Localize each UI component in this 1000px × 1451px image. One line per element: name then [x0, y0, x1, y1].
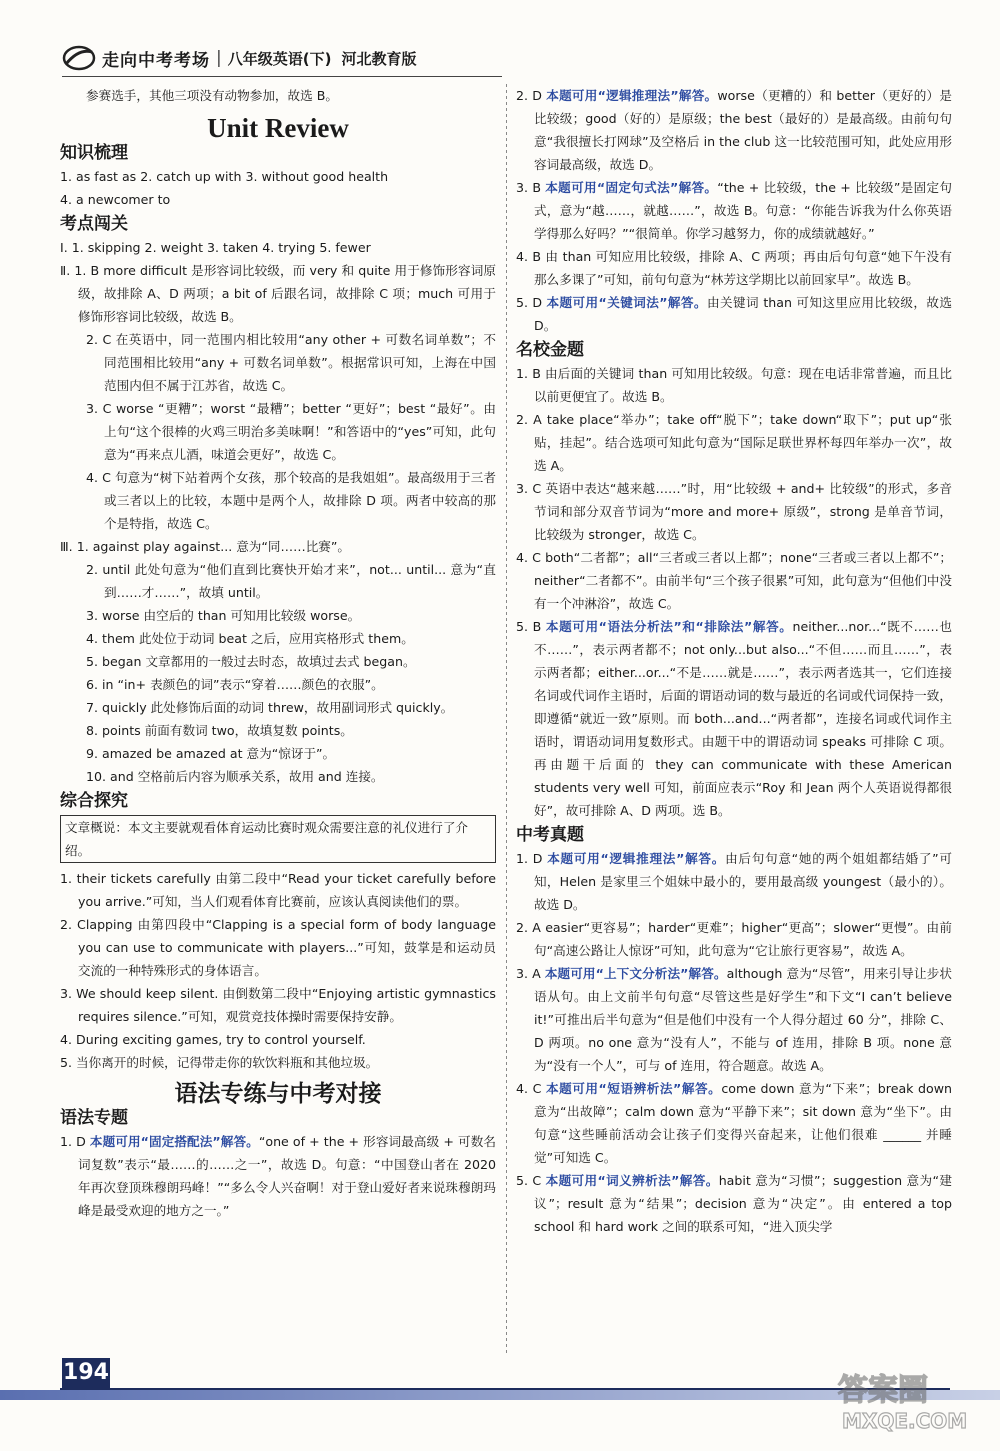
item-explanation: both“二者都”；all“三者或三者以上都”；none“三者或三者以上都不”；neither“二者都不”。由前半句“三个孩子很累”可知，此句意为“但他们中没有一个冲淋浴”，故选 C。 [534, 550, 952, 611]
item-number: 4. C [516, 550, 541, 565]
page-number: 194 [62, 1358, 110, 1388]
answer-item [516, 546, 952, 615]
answer-item [516, 408, 952, 477]
method-hint: 本题可用“固定句式法”解答。 [545, 180, 718, 195]
item-number: 1. D [516, 851, 543, 866]
section-title-exam-questions: 中考真题 [516, 825, 584, 845]
section-title-famous-schools: 名校金题 [516, 340, 584, 360]
book-series-title: 走向中考考场 [102, 50, 210, 71]
item-explanation: neither...nor...“既不……也不……”，表示两者都不；not only...but also...“不但……而且……”，表示两者都；either...or...“不是……就是……”，表示两者选其一，它们连接名词或代词作主语时，后面的谓语动词的数与最近的名词或代词保持一致，即遵循“就近一致”原则。而 both...and...“两者都”，连接名词或代词作主语时，谓语动词用复数形式。由题干中的谓语动词 speaks 可排除 C 项。再由题干后面的 they can communicate with these American students very well 可知，前面应表示“Roy 和 Jean 两个人英语说得都很好”，故可排除 A、D 两项。选 B。 [534, 619, 953, 818]
answer-item: 1. their tickets carefully 由第二段中“Read your ticket carefully before you arrive.”可知，当人们观看体育比赛前，应该认真阅读他们的票。 [60, 871, 496, 909]
answer-item: 4. them 此处位于动词 beat 之后，应用宾格形式 them。 [86, 631, 414, 646]
running-header [62, 42, 416, 74]
answer-item: 8. points 前面有数词 two，故填复数 points。 [86, 723, 353, 738]
item-explanation: worse（更糟的）和 better（更好的）是比较级；good（好的）是原级；the best（最好的）是最高级。由前句句意“我很擅长打网球”及空格后 in the club 这一比较范围可知，此处应用形容词最高级，故选 D。 [534, 88, 952, 172]
answer-item: 2. C 在英语中，同一范围内相比较用“any other + 可数名词单数”；不同范围相比较用“any + 可数名词单数”。根据常识可知，上海在中国范围内但不属于江苏省，故选 C。 [86, 332, 496, 393]
item-number: 3. A [516, 966, 541, 981]
answer-item [516, 477, 952, 546]
answer-item: 3. worse 由空后的 than 可知用比较级 worse。 [86, 608, 361, 623]
answer-item [516, 84, 952, 176]
item-explanation: come down 意为“下来”；break down 意为“出故障”；calm down 意为“平静下来”；sit down 意为“坐下”。由句意“这些睡前活动会让孩子们变得兴奋起来，让他们很难 ______ 并睡觉”可知选 C。 [534, 1081, 952, 1165]
method-hint: 本题可用“逻辑推理法”解答。 [546, 88, 718, 103]
answer-item [516, 245, 952, 291]
answer-group-i: Ⅰ. 1. skipping 2. weight 3. taken 4. trying 5. fewer [60, 240, 371, 255]
answer-item: 6. in “in+ 表颜色的词”表示“穿着……颜色的衣服”。 [86, 677, 384, 692]
left-column [60, 84, 496, 1222]
answer-item: 2. until 此处句意为“他们直到比赛快开始才来”，not... until... 意为“直到……才……”，故填 until。 [86, 562, 496, 600]
right-column [516, 84, 952, 1238]
answer-item [516, 916, 952, 962]
answer-item: 4. C 句意为“树下站着两个女孩，那个较高的是我姐姐”。最高级用于三者或三者以上的比较，本题中是两个人，故排除 D 项。两者中较高的那个是特指，故选 C。 [86, 470, 496, 531]
item-explanation: 由后面的关键词 than 可知用比较级。句意：现在电话非常普遍，而且比以前更便宜了。故选 B。 [534, 366, 952, 404]
item-number: 1. B [516, 366, 541, 381]
answer-item [516, 1169, 952, 1238]
book-subject: 八年级英语(下) [227, 49, 332, 68]
answer-item [516, 962, 952, 1077]
item-explanation: habit 意为“习惯”；suggestion 意为“建议”；result 意为“结果”；decision 意为“决定”。由 entered a top school 和 hard work 之间的联系可知，“进入顶尖学 [534, 1173, 952, 1234]
item-number: 4. C [516, 1081, 542, 1096]
answer-item: 5. began 文章都用的一般过去时态，故填过去式 began。 [86, 654, 416, 669]
method-hint: 本题可用“逻辑推理法”解答。 [547, 851, 726, 866]
method-hint: 本题可用“上下文分析法”解答。 [544, 966, 727, 981]
chapter-title: 语法专练与中考对接 [174, 1080, 382, 1107]
item-explanation: “the + 比较级，the + 比较级”是固定句式，意为“越……，就越……”，故选 B。句意：“你能告诉我为什么你英语学得那么好吗？”“很简单。你学习越努力，你的成绩就越好。” [534, 180, 952, 241]
section-title-grammar: 语法专题 [60, 1108, 128, 1128]
item-number: 2. A [516, 412, 542, 427]
item-explanation: 英语中表达“越来越……”时，用“比较级 + and+ 比较级”的形式，多音节词和部分双音节词为“more and more+ 原级”，strong 是单音节词，比较级为 stronger，故选 C。 [534, 481, 953, 542]
item-number: 5. C [516, 1173, 542, 1188]
answer-item: 7. quickly 此处修饰后面的动词 threw，故用副词形式 quickly。 [86, 700, 454, 715]
answer-item [516, 362, 952, 408]
section-title-comprehensive: 综合探究 [60, 791, 128, 811]
answer-item: 10. and 空格前后内容为顺承关系，故用 and 连接。 [86, 769, 384, 784]
item-explanation: 由关键词 than 可知这里应用比较级，故选 D。 [534, 295, 952, 333]
section-title-checkpoints: 考点闯关 [60, 214, 128, 234]
knowledge-line: 4. a newcomer to [60, 192, 171, 207]
answer-item [516, 291, 952, 337]
article-summary-box: 文章概说：本文主要就观看体育运动比赛时观众需要注意的礼仪进行了介绍。 [60, 815, 496, 863]
item-explanation: 由 than 可知应用比较级，排除 A、C 两项；再由后句句意“她下午没有那么多课了”可知，前句句意为“林芳这学期比以前回家早”。故选 B。 [534, 249, 952, 287]
knowledge-line: 1. as fast as 2. catch up with 3. without good health [60, 169, 389, 184]
method-hint: 本题可用“语法分析法”和“排除法”解答。 [545, 619, 793, 634]
answer-item [60, 1130, 496, 1222]
item-number: 5. B [516, 619, 542, 634]
item-number: 1. D [60, 1134, 86, 1149]
item-number: 2. A [516, 920, 541, 935]
watermark-logo-icon [830, 1360, 980, 1435]
answer-item [516, 847, 952, 916]
answer-item: 4. During exciting games, try to control yourself. [60, 1032, 366, 1047]
item-number: 4. B [516, 249, 542, 264]
answer-item: 3. We should keep silent. 由倒数第二段中“Enjoying artistic gymnastics requires silence.”可知，观赏竞技体操时需要保持安静。 [60, 986, 496, 1024]
method-hint: 本题可用“固定搭配法”解答。 [89, 1134, 259, 1149]
item-number: 5. D [516, 295, 543, 310]
unit-title: Unit Review [207, 113, 349, 143]
item-number: 3. C [516, 481, 542, 496]
column-divider [506, 84, 507, 1354]
item-explanation: “one of + the + 形容词最高级 + 可数名词复数”表示“最……的……之一”，故选 D。句意：“中国登山者在 2020 年再次登顶珠穆朗玛峰！”“多么令人兴奋啊！对于登山爱好者来说珠穆朗玛峰是最受欢迎的地方之一。” [78, 1134, 496, 1218]
method-hint: 本题可用“短语辨析法”解答。 [545, 1081, 722, 1096]
answer-item [516, 1077, 952, 1169]
answer-item: 2. Clapping 由第四段中“Clapping is a special form of body language you can use to communicate with players...”可知，鼓掌是和运动员交流的一种特殊形式的身体语言。 [60, 917, 496, 978]
header-separator: | [216, 48, 222, 68]
item-explanation: although 意为“尽管”，用来引导让步状语从句。由上文前半句句意“尽管这些是好学生”和下文“I can’t believe it!”可推出后半句意为“但是他们中没有一个人得分超过 60 分”，排除 C、D 两项。no one 意为“没有人”，不能与 of 连用，排除 B 项。none 意为“没有一个人”，可与 of 连用，符合题意。故选 A。 [534, 966, 952, 1073]
method-hint: 本题可用“词义辨析法”解答。 [545, 1173, 719, 1188]
item-number: 2. D [516, 88, 542, 103]
answer-item [516, 615, 952, 822]
intro-paragraph: 参赛选手，其他三项没有动物参加，故选 B。 [86, 88, 338, 103]
book-publisher: 河北教育版 [341, 49, 417, 68]
item-number: 3. B [516, 180, 541, 195]
answer-item: 5. 当你离开的时候，记得带走你的软饮料瓶和其他垃圾。 [60, 1055, 379, 1070]
section-title-knowledge: 知识梳理 [60, 143, 128, 163]
item-explanation: easier“更容易”；harder“更难”；higher“更高”；slower“更慢”。由前句“高速公路让人惊讶”可知，此句意为“它让旅行更容易”，故选 A。 [534, 920, 952, 958]
answer-item: Ⅱ. 1. B more difficult 是形容词比较级，而 very 和 quite 用于修饰形容词原级，故排除 A、D 两项；a bit of 后跟名词，故排除 C 项；much 可用于修饰形容词比较级，故选 B。 [60, 263, 496, 324]
svg-text:MXQE.COM: MXQE.COM [842, 1409, 968, 1433]
answer-item [516, 176, 952, 245]
answer-item: 3. C worse “更糟”；worst “最糟”；better “更好”；best “最好”。由上句“这个很棒的火鸡三明治多美味啊！”和答语中的“yes”可知，此句意为“再来点儿酒，味道会更好”，故选 C。 [86, 401, 496, 462]
header-rule [62, 76, 502, 77]
book-logo-icon [62, 44, 96, 72]
item-explanation: take place“举办”；take off“脱下”；take down“取下”；put up“张贴，挂起”。结合选项可知此句意为“国际足联世界杯每四年举办一次”，故选 A。 [534, 412, 952, 473]
svg-text:答案圈: 答案圈 [838, 1373, 928, 1408]
item-explanation: 由后句句意“她的两个姐姐都结婚了”可知，Helen 是家里三个姐妹中最小的，要用最高级 youngest（最小的）。故选 D。 [534, 851, 952, 912]
method-hint: 本题可用“关键词法”解答。 [546, 295, 707, 310]
answer-item: 9. amazed be amazed at 意为“惊讶于”。 [86, 746, 336, 761]
answer-item: Ⅲ. 1. against play against... 意为“同……比赛”。 [60, 539, 351, 554]
